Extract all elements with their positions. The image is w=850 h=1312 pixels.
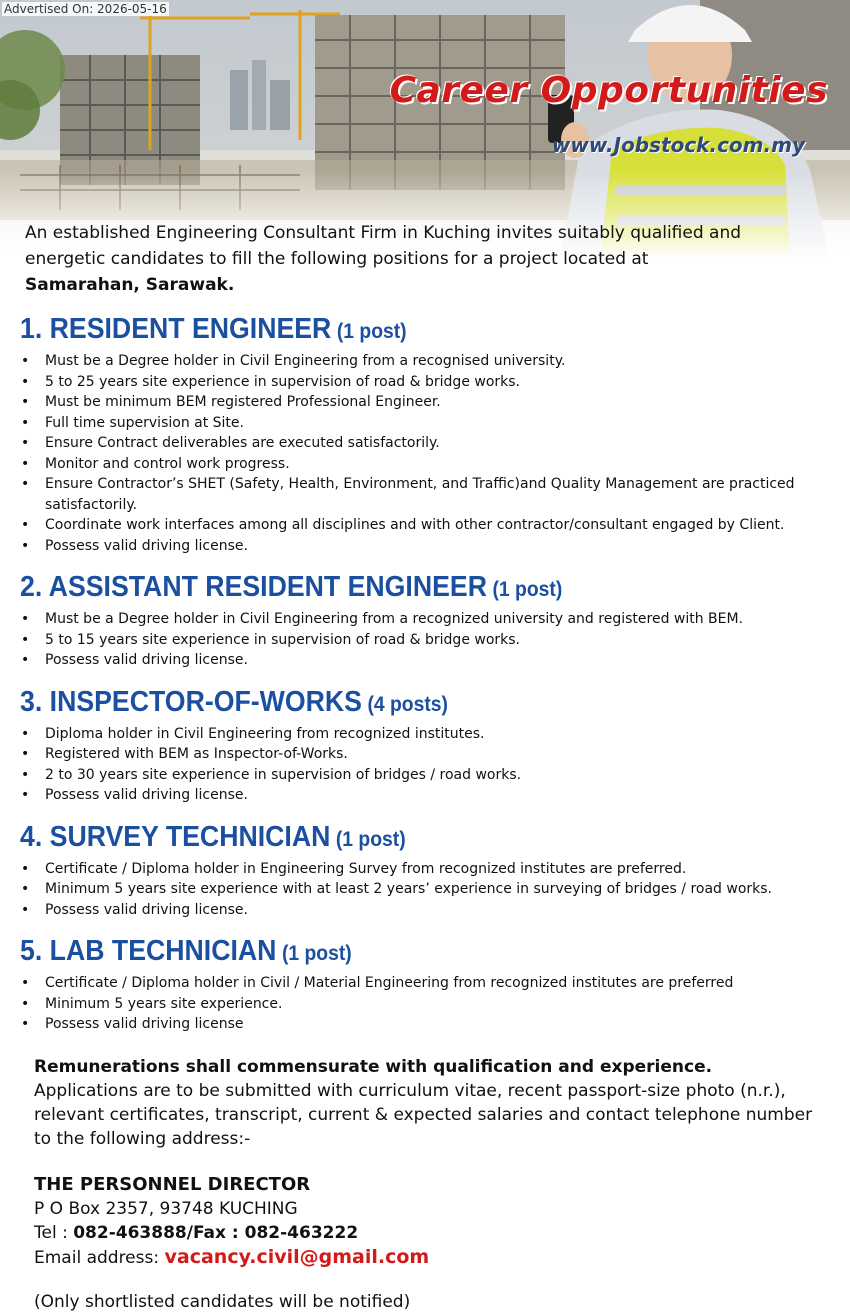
po-box: P O Box 2357, 93748 KUCHING: [34, 1198, 298, 1219]
position-post-count: (1 post): [492, 578, 563, 601]
intro-paragraph: [25, 220, 785, 298]
position-title: 5. LAB TECHNICIAN: [20, 935, 277, 967]
job-ad-content: [0, 220, 850, 1312]
position-title: 2. ASSISTANT RESIDENT ENGINEER: [20, 571, 487, 603]
requirement-item: • Certificate / Diploma holder in Civil / Material Engineering from recognized institutes are preferred: [0, 973, 805, 994]
email-line: [34, 1245, 850, 1270]
requirement-item: • Possess valid driving license.: [0, 900, 805, 921]
telephone-line: [34, 1221, 850, 1245]
banner-headline: Career Opportunities: [389, 70, 828, 111]
requirement-item: • Possess valid driving license: [0, 1014, 805, 1035]
requirement-item: • Possess valid driving license.: [0, 785, 805, 806]
position-post-count: (1 post): [281, 942, 352, 965]
position-post-count: (4 posts): [367, 692, 448, 716]
position-heading: [20, 312, 784, 349]
requirement-item: • Full time supervision at Site.: [0, 413, 805, 434]
position-title: 4. SURVEY TECHNICIAN: [20, 820, 331, 853]
requirements-list: [0, 351, 850, 556]
shortlist-note: (Only shortlisted candidates will be notified): [34, 1291, 411, 1312]
requirement-item: • Must be minimum BEM registered Professional Engineer.: [0, 392, 805, 413]
requirements-list: [0, 973, 850, 1035]
application-instructions: Applications are to be submitted with curriculum vitae, recent passport-size photo (n.r.), relevant certificates, transcript, current & expected salaries and contact telephone number to the following address:-: [34, 1080, 813, 1149]
requirement-item: • Coordinate work interfaces among all disciplines and with other contractor/consultant engaged by Client.: [0, 515, 805, 536]
contact-address: [34, 1173, 850, 1270]
requirement-item: • 5 to 15 years site experience in supervision of road & bridge works.: [0, 630, 805, 651]
requirements-list: [0, 724, 850, 806]
contact-director: THE PERSONNEL DIRECTOR: [34, 1173, 311, 1195]
requirement-item: • Minimum 5 years site experience with at least 2 years’ experience in surveying of bridges / road works.: [0, 879, 805, 900]
position-post-count: (1 post): [335, 827, 406, 851]
requirement-item: • 2 to 30 years site experience in supervision of bridges / road works.: [0, 765, 805, 786]
requirement-item: • Possess valid driving license.: [0, 650, 805, 671]
position-heading: [20, 820, 784, 857]
requirements-list: [0, 859, 850, 921]
tel-value: 082-463888/Fax : 082-463222: [73, 1222, 359, 1243]
requirements-list: [0, 609, 850, 671]
position-heading: [20, 934, 784, 971]
position-title: 3. INSPECTOR-OF-WORKS: [20, 685, 362, 718]
positions-list: [0, 312, 850, 1035]
intro-text: An established Engineering Consultant Firm in Kuching invites suitably qualified and energetic candidates to fill the following positions for a project located at: [25, 223, 742, 269]
requirement-item: • Must be a Degree holder in Civil Engineering from a recognised university.: [0, 351, 805, 372]
advertised-date: Advertised On: 2026-05-16: [4, 2, 167, 16]
position-heading: [20, 570, 784, 607]
requirement-item: • Registered with BEM as Inspector-of-Works.: [0, 744, 805, 765]
position-title: 1. RESIDENT ENGINEER: [20, 313, 332, 345]
requirement-item: • Possess valid driving license.: [0, 536, 805, 557]
closing-section: [34, 1055, 834, 1151]
requirement-item: • Diploma holder in Civil Engineering from recognized institutes.: [0, 724, 805, 745]
tel-label: Tel :: [34, 1222, 74, 1243]
remuneration-note: Remunerations shall commensurate with qualification and experience.: [34, 1056, 713, 1077]
requirement-item: • Ensure Contract deliverables are executed satisfactorily.: [0, 433, 805, 454]
website-link[interactable]: www.Jobstock.com.my: [551, 133, 805, 157]
requirement-item: • Monitor and control work progress.: [0, 454, 805, 475]
email-address-link[interactable]: vacancy.civil@gmail.com: [164, 1245, 430, 1268]
position-heading: [20, 685, 784, 722]
requirement-item: • 5 to 25 years site experience in supervision of road & bridge works.: [0, 372, 805, 393]
position-post-count: (1 post): [336, 320, 407, 343]
requirement-item: • Minimum 5 years site experience.: [0, 994, 805, 1015]
project-location: Samarahan, Sarawak.: [25, 275, 235, 295]
requirement-item: • Certificate / Diploma holder in Engineering Survey from recognized institutes are preferred.: [0, 859, 805, 880]
requirement-item: • Ensure Contractor’s SHET (Safety, Health, Environment, and Traffic)and Quality Management are practiced satisfactorily.: [0, 474, 805, 515]
email-label: Email address:: [34, 1247, 165, 1268]
requirement-item: • Must be a Degree holder in Civil Engineering from a recognized university and registered with BEM.: [0, 609, 805, 630]
